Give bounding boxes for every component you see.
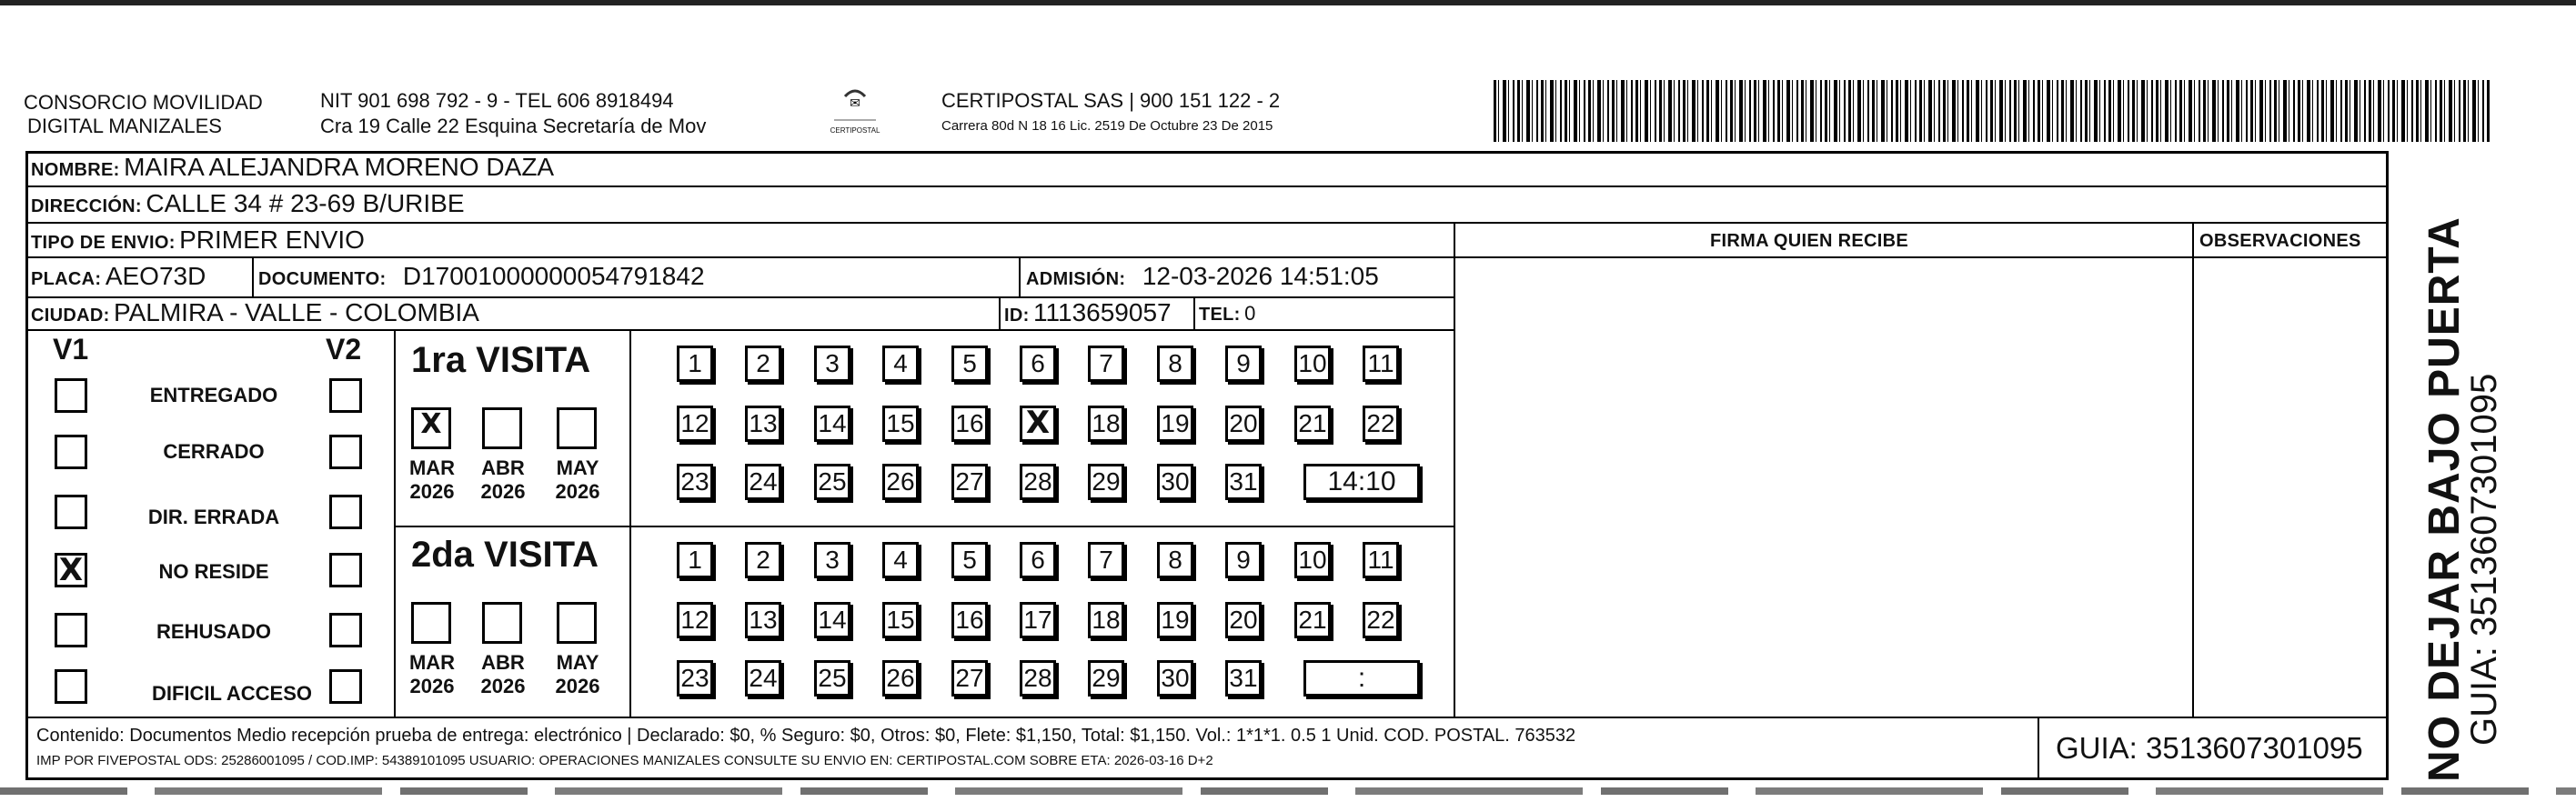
check-mark-icon: X [1025,405,1051,441]
svg-text:✉: ✉ [850,95,860,110]
v1-header: V1 [53,333,89,366]
name-row [31,153,554,182]
day-checkbox[interactable]: 27 [951,660,988,697]
company-line1: CONSORCIO MOVILIDAD [24,91,263,114]
month-checkbox[interactable] [411,602,451,644]
carrier-line2: Carrera 80d N 18 16 Lic. 2519 De Octubre 23 De 2015 [941,118,1273,134]
month-checkbox[interactable] [482,602,522,644]
day-checkbox[interactable]: 23 [677,464,713,500]
divider [25,717,2389,718]
day-checkbox[interactable]: 21 [1294,406,1331,442]
day-checkbox[interactable]: 14 [814,406,850,442]
month-checkbox-checked[interactable] [411,407,451,449]
divider [629,329,631,717]
admission-row [1026,262,1379,291]
certipostal-logo-icon: ✉ CERTIPOSTAL [823,84,887,138]
month-label: ABR 2026 [480,651,526,697]
day-checkbox[interactable]: 14 [814,602,850,638]
day-checkbox[interactable]: 16 [951,406,988,442]
day-checkbox-checked[interactable] [1020,406,1056,442]
admission-label: ADMISIÓN: [1026,269,1126,289]
divider [25,185,2389,187]
shipping-type-row [31,226,365,255]
day-checkbox[interactable]: 11 [1363,542,1399,578]
v1-checkbox[interactable] [55,613,87,647]
day-checkbox[interactable]: 25 [814,464,850,500]
v2-checkbox[interactable] [329,669,362,704]
day-checkbox[interactable]: 7 [1088,346,1124,382]
footer-content-line: Contenido: Documentos Medio recepción prueba de entrega: electrónico | Declarado: $0, % Seguro: $0, Otros: $0, Flete: $1,150, Total: $1,150. Vol.: 1*1*1. 0.5 1 Unid. COD. POSTAL. 763532 [36,726,1576,746]
status-label: DIR. ERRADA [147,506,280,528]
day-checkbox[interactable]: 26 [882,660,919,697]
day-checkbox[interactable]: 5 [951,346,988,382]
divider [1454,256,2389,258]
document-number: D17001000000054791842 [402,262,705,290]
check-mark-icon: X [420,408,442,440]
day-checkbox[interactable]: 30 [1157,660,1193,697]
footer-print-line: IMP POR FIVEPOSTAL ODS: 25286001095 / COD.IMP: 54389101095 USUARIO: OPERACIONES MANIZALES CONSULTE SU ENVIO EN: CERTIPOSTAL.COM SOBRE ETA: 2026-03-16 D+2 [36,753,1213,768]
shipping-type-label: TIPO DE ENVIO: [31,233,176,253]
day-checkbox[interactable]: 22 [1363,406,1399,442]
side-note [2420,216,2505,782]
v1-checkbox[interactable] [55,435,87,469]
month-checkbox[interactable] [557,407,597,449]
day-checkbox[interactable]: 23 [677,660,713,697]
month-label: ABR 2026 [480,456,526,503]
day-checkbox[interactable]: 20 [1225,602,1262,638]
day-checkbox[interactable]: 13 [745,406,781,442]
tel-row [1199,302,1255,326]
day-checkbox[interactable]: 8 [1157,542,1193,578]
divider [1454,222,1455,717]
time-field[interactable]: : [1303,660,1420,697]
address-label: DIRECCIÓN: [31,196,142,216]
status-label: NO RESIDE [158,560,269,583]
check-mark-icon: X [58,552,84,588]
month-label: MAY 2026 [555,456,600,503]
name-label: NOMBRE: [31,160,120,180]
day-checkbox[interactable]: 17 [1020,602,1056,638]
day-checkbox[interactable]: 3 [814,542,850,578]
day-checkbox[interactable]: 15 [882,406,919,442]
day-checkbox[interactable]: 12 [677,406,713,442]
barcode [1494,80,2490,142]
day-checkbox[interactable]: 28 [1020,660,1056,697]
day-checkbox[interactable]: 2 [745,346,781,382]
second-visit-title: 2da VISITA [411,535,599,575]
day-checkbox[interactable]: 6 [1020,346,1056,382]
month-label: MAR 2026 [408,456,456,503]
v2-checkbox[interactable] [329,435,362,469]
plate: AEO73D [105,262,206,290]
day-checkbox[interactable]: 15 [882,602,919,638]
v1-checkbox[interactable] [55,669,87,704]
day-checkbox[interactable]: 18 [1088,406,1124,442]
divider [1193,296,1195,329]
day-checkbox[interactable]: 13 [745,602,781,638]
day-checkbox[interactable]: 6 [1020,542,1056,578]
time-field[interactable]: 14:10 [1303,464,1420,500]
tel-label: TEL: [1199,305,1241,325]
id-row [1004,298,1172,327]
day-checkbox[interactable]: 29 [1088,464,1124,500]
day-checkbox[interactable]: 9 [1225,542,1262,578]
signature-header: FIRMA QUIEN RECIBE [1710,231,1908,251]
day-checkbox[interactable]: 10 [1294,346,1331,382]
month-checkbox[interactable] [557,602,597,644]
plate-row [31,262,206,291]
month-label: MAY 2026 [555,651,600,697]
day-checkbox[interactable]: 25 [814,660,850,697]
admission-date: 12-03-2026 14:51:05 [1142,262,1379,290]
v2-checkbox[interactable] [329,613,362,647]
day-checkbox[interactable]: 4 [882,346,919,382]
divider [2192,222,2194,717]
tel: 0 [1244,302,1256,325]
side-guide-number: GUIA: 3513607301095 [2464,373,2504,746]
city: PALMIRA - VALLE - COLOMBIA [114,298,479,326]
top-border [0,0,2576,5]
city-row [31,298,479,327]
company-line2: DIGITAL MANIZALES [27,115,222,137]
day-checkbox[interactable]: 8 [1157,346,1193,382]
nit-line: NIT 901 698 792 - 9 - TEL 606 8918494 [320,89,674,112]
v1-checkbox-checked[interactable] [55,553,87,587]
day-checkbox[interactable]: 31 [1225,660,1262,697]
carrier-line1: CERTIPOSTAL SAS | 900 151 122 - 2 [941,89,1281,112]
day-checkbox[interactable]: 26 [882,464,919,500]
day-checkbox[interactable]: 20 [1225,406,1262,442]
day-checkbox[interactable]: 5 [951,542,988,578]
status-label: ENTREGADO [149,384,278,406]
observations-header: OBSERVACIONES [2199,231,2361,251]
bottom-border [0,787,2576,795]
day-checkbox[interactable]: 4 [882,542,919,578]
plate-label: PLACA: [31,269,102,289]
day-checkbox[interactable]: 31 [1225,464,1262,500]
month-checkbox[interactable] [482,407,522,449]
day-checkbox[interactable]: 12 [677,602,713,638]
recipient-name: MAIRA ALEJANDRA MORENO DAZA [124,153,555,181]
divider [25,222,2389,224]
divider [394,329,396,717]
address-row [31,189,465,218]
side-warning: NO DEJAR BAJO PUERTA [2420,216,2469,782]
day-checkbox[interactable]: 19 [1157,602,1193,638]
status-label: CERRADO [163,440,265,463]
divider [394,526,1454,527]
day-checkbox[interactable]: 2 [745,542,781,578]
day-checkbox[interactable]: 30 [1157,464,1193,500]
divider [252,256,254,296]
day-checkbox[interactable]: 3 [814,346,850,382]
status-label: DIFICIL ACCESO [151,682,312,705]
recipient-address: CALLE 34 # 23-69 B/URIBE [146,189,465,217]
first-visit-title: 1ra VISITA [411,340,591,380]
day-checkbox[interactable]: 11 [1363,346,1399,382]
v2-checkbox[interactable] [329,378,362,413]
month-label: MAR 2026 [408,651,456,697]
day-checkbox[interactable]: 21 [1294,602,1331,638]
day-checkbox[interactable]: 18 [1088,602,1124,638]
v1-checkbox[interactable] [55,495,87,529]
address-line: Cra 19 Calle 22 Esquina Secretaría de Mov [320,115,707,137]
divider [25,329,1454,331]
document-row [258,262,705,291]
day-checkbox[interactable]: 28 [1020,464,1056,500]
divider [1019,256,1021,296]
day-checkbox[interactable]: 22 [1363,602,1399,638]
day-checkbox[interactable]: 9 [1225,346,1262,382]
day-checkbox[interactable]: 24 [745,464,781,500]
v1-checkbox[interactable] [55,378,87,413]
day-checkbox[interactable]: 27 [951,464,988,500]
divider [2038,717,2039,780]
status-label: REHUSADO [156,620,271,643]
v2-header: V2 [326,333,362,366]
day-checkbox[interactable]: 19 [1157,406,1193,442]
day-checkbox[interactable]: 1 [677,346,713,382]
label-frame [25,151,2389,780]
document-label: DOCUMENTO: [258,269,387,289]
day-checkbox[interactable]: 24 [745,660,781,697]
day-checkbox[interactable]: 10 [1294,542,1331,578]
id-label: ID: [1004,306,1030,326]
day-checkbox[interactable]: 7 [1088,542,1124,578]
v2-checkbox[interactable] [329,495,362,529]
divider [999,296,1001,329]
id-number: 1113659057 [1033,298,1172,326]
day-checkbox[interactable]: 1 [677,542,713,578]
day-checkbox[interactable]: 29 [1088,660,1124,697]
city-label: CIUDAD: [31,306,110,326]
guide-number: GUIA: 3513607301095 [2056,731,2363,765]
day-checkbox[interactable]: 16 [951,602,988,638]
divider [25,256,1454,258]
v2-checkbox[interactable] [329,553,362,587]
shipping-type: PRIMER ENVIO [179,226,365,254]
